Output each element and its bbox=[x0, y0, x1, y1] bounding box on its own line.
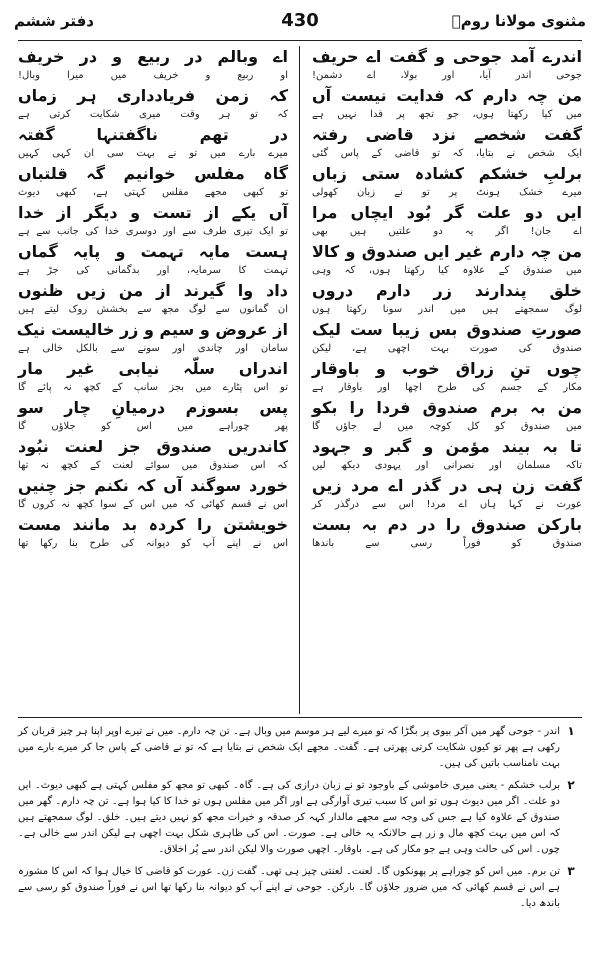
footnote-number: ۱ bbox=[567, 724, 575, 738]
verse-translation: تو ایک تیری طرف سے اور دوسری خدا کی جانب سے ہے bbox=[18, 226, 288, 237]
verse-line: اے وبالم در ربیع و در خریف bbox=[18, 47, 288, 66]
verse-translation: میں کیا رکھتا ہوں، جو تجھ پر فدا نہیں ہے bbox=[312, 109, 582, 120]
verse-line: اندراں سلّہ نیابی غیر مار bbox=[18, 359, 288, 378]
verse-translation: مکار کے جسم کی طرح اچھا اور باوقار ہے bbox=[312, 382, 582, 393]
column-divider bbox=[299, 46, 300, 714]
footnote-number: ۲ bbox=[567, 778, 575, 792]
verse-translation: کہ تو ہر وقت میری شکایت کرتی ہے bbox=[18, 109, 288, 120]
verse-line: صورتِ صندوق بس زیبا ست لیک bbox=[312, 320, 582, 339]
book-title: مثنوی مولانا رومؒ bbox=[451, 12, 586, 30]
footnote bbox=[18, 724, 582, 772]
verse-line: گفت شخصے نزد قاضی رفتہ bbox=[312, 125, 582, 144]
verse-line: چوں تنِ زراق خوب و باوقار bbox=[312, 359, 582, 378]
verse-translation: میں صندوق کو کل کوچہ میں لے جاؤں گا bbox=[312, 421, 582, 432]
verse-translation: تاکہ مسلمان اور نصرانی اور یہودی دیکھ لیں bbox=[312, 460, 582, 471]
verse-translation: اے جان! اگر یہ دو علتیں ہیں بھی bbox=[312, 226, 582, 237]
verse-line: پس بسوزم درمیانِ چار سو bbox=[18, 398, 288, 417]
verse-line: خورد سوگند آں کہ نکنم جز چنیں bbox=[18, 476, 288, 495]
verse-line: آں یکے از تست و دیگر از خدا bbox=[18, 203, 288, 222]
verse-translation: کہ اس صندوق میں سوائے لعنت کے کچھ نہ تھا bbox=[18, 460, 288, 471]
verse-line: من چہ دارم کہ فدایت نیست آں bbox=[312, 86, 582, 105]
verse-translation: ایک شخص نے بتایا، کہ تو قاضی کے پاس گئی bbox=[312, 148, 582, 159]
verse-translation: لوگ سمجھتے ہیں میں اندر سونا رکھتا ہوں bbox=[312, 304, 582, 315]
verse-translation: صندوق کی صورت بہت اچھی ہے، لیکن bbox=[312, 343, 582, 354]
footnotes bbox=[18, 724, 582, 918]
verse-line: خویشتن را کردہ بد مانند مست bbox=[18, 515, 288, 534]
page-header bbox=[0, 6, 600, 36]
verse-line: برلبِ خشکم کشادہ ستی زباں bbox=[312, 164, 582, 183]
footnote-text: اندر - جوحی گھر میں آکر بیوی پر بگڑا کہ تو میرے لیے ہر موسم میں وبال ہے۔ تن چہ دارم۔ میں نے تیرے اوپر اپنا ہر چیز قربان کر رکھی ہے پھر تو کیوں شکایت کرتی پھرتی ہے۔ گفت۔ مجھے ایک شخص نے بتایا ہے کہ تو نے قاضی کے پاس جا کر میرے بارے میں بہت نامناسب باتیں کی ہیں۔ bbox=[18, 726, 560, 769]
verse-line: من بہ برم صندوق فردا را بکو bbox=[312, 398, 582, 417]
verse-translation: میرے خشک ہونٹ پر تو نے زبان کھولی bbox=[312, 187, 582, 198]
verse-translation: عورت نے کہا ہاں اے مرد! اس سے درگذر کر bbox=[312, 499, 582, 510]
volume-label: دفتر ششم bbox=[14, 12, 94, 30]
left-column bbox=[18, 46, 288, 714]
footnote-text: برلب خشکم - یعنی میری خاموشی کے باوجود تو نے زبان درازی کی ہے۔ گاہ۔ کبھی تو مجھ کو مفلس کہتی ہے کبھی دیوث۔ ایں دو علت۔ اگر میں دیوث ہوں تو اس کا سبب تیری آوارگی ہے اور اگر میں مفلس ہوں تو خدا کا کیا ہوا ہے۔ تن چہ دارم۔ گھر میں صندوق کے علاوہ کیا ہے جس کی وجہ سے مجھے مالدار کہہ کر صدقہ و خیرات مجھ کو نہیں دیتے ہیں۔ خلق۔ لوگ سمجھتے ہیں کہ اس میں بہت کچھ مال و زر ہے حالانکہ یہ خالی ہے۔ صورت۔ اس کی ظاہری شکل بہت اچھی ہے لیکن اندر سے خالی ہے۔ چوں۔ اس کی حالت وہی ہے جو مکار کی ہے۔ باوقار۔ اچھی صورت والا لیکن اندر سے پُر اخلاق۔ bbox=[18, 780, 560, 855]
verse-translation: سامان اور چاندی اور سونے سے بالکل خالی ہے bbox=[18, 343, 288, 354]
verse-translation: میرے بارے میں تو نے بہت سی ان کہی کہیں bbox=[18, 148, 288, 159]
verse-translation: جوحی اندر آیا، اور بولا، اے دشمن! bbox=[312, 70, 582, 81]
verse-translation: تو اس پٹارے میں بجز سانپ کے کچھ نہ پائے گا bbox=[18, 382, 288, 393]
verse-line: ہست مایہ تہمت و پایہ گماں bbox=[18, 242, 288, 261]
footnote bbox=[18, 778, 582, 858]
verse-line: کہ زمن فریادداری ہر زماں bbox=[18, 86, 288, 105]
verse-line: من چہ دارم غیر ایں صندوق و کالا bbox=[312, 242, 582, 261]
verse-line: اندرے آمد جوحی و گفت اے حریف bbox=[312, 47, 582, 66]
footnote-number: ۳ bbox=[567, 864, 575, 878]
verse-line: ایں دو علت گر بُود ایچاں مرا bbox=[312, 203, 582, 222]
verse-translation: اس نے قسم کھائی کہ میں اس کے سوا کچھ نہ کروں گا bbox=[18, 499, 288, 510]
footnote-rule bbox=[18, 717, 582, 718]
verse-translation: میں صندوق کے علاوہ کیا رکھتا ہوں، کہ وہی bbox=[312, 265, 582, 276]
verse-line: از عروض و سیم و زر خالیست نیک bbox=[16, 320, 288, 339]
verse-translation: او ربیع و خریف میں میرا وبال! bbox=[18, 70, 288, 81]
verse-line: بارکن صندوق را در دم بہ بست bbox=[312, 515, 582, 534]
verse-translation: تہمت کا سرمایہ، اور بدگمانی کی جڑ ہے bbox=[18, 265, 288, 276]
verse-translation: پھر چوراہے میں اس کو جلاؤں گا bbox=[18, 421, 288, 432]
verse-line: کاندریں صندوق جز لعنت نبُود bbox=[18, 437, 288, 456]
verse-line: خلق پندارند زر دارم دروں bbox=[312, 281, 582, 300]
footnote bbox=[18, 864, 582, 912]
verse-translation: صندوق کو فوراً رسی سے باندھا bbox=[312, 538, 582, 549]
verse-line: گاہ مفلس خوانیم گہ قلتباں bbox=[18, 164, 288, 183]
footnote-text: تن برم۔ میں اس کو چوراہے پر پھونکوں گا۔ لعنت۔ لعنتی چیز ہی تھی۔ گفت زن۔ عورت کو قاضی کا خیال ہوا کہ اس کا مشورہ ہے اس نے قسم کھائی کہ میں ضرور جلاؤں گا۔ بارکن۔ جوحی نے اپنے آپ کو دیوانہ بنا رکھا تھا اس نے فوراً صندوق کو رسی سے باندھ دیا۔ bbox=[18, 866, 560, 909]
verse-line: گفت زن ہی در گذر اے مرد زیں bbox=[312, 476, 582, 495]
verse-line: تا بہ بیند مؤمن و گبر و جہود bbox=[312, 437, 582, 456]
page-number: 430 bbox=[281, 10, 319, 31]
verse-line: در تھم ناگفتنہا گفتہ bbox=[18, 125, 288, 144]
verse-translation: ان گمانوں سے لوگ مجھ سے بخشش روک لیتے ہیں bbox=[18, 304, 288, 315]
verse-translation: تو کبھی مجھے مفلس کہتی ہے، کبھی دیوث bbox=[18, 187, 288, 198]
verse-line: داد وا گیرند از من زیں ظنوں bbox=[18, 281, 288, 300]
verse-translation: اس نے اپنے آپ کو دیوانہ کی طرح بنا رکھا تھا bbox=[18, 538, 288, 549]
right-column bbox=[312, 46, 582, 714]
header-rule bbox=[18, 40, 582, 41]
